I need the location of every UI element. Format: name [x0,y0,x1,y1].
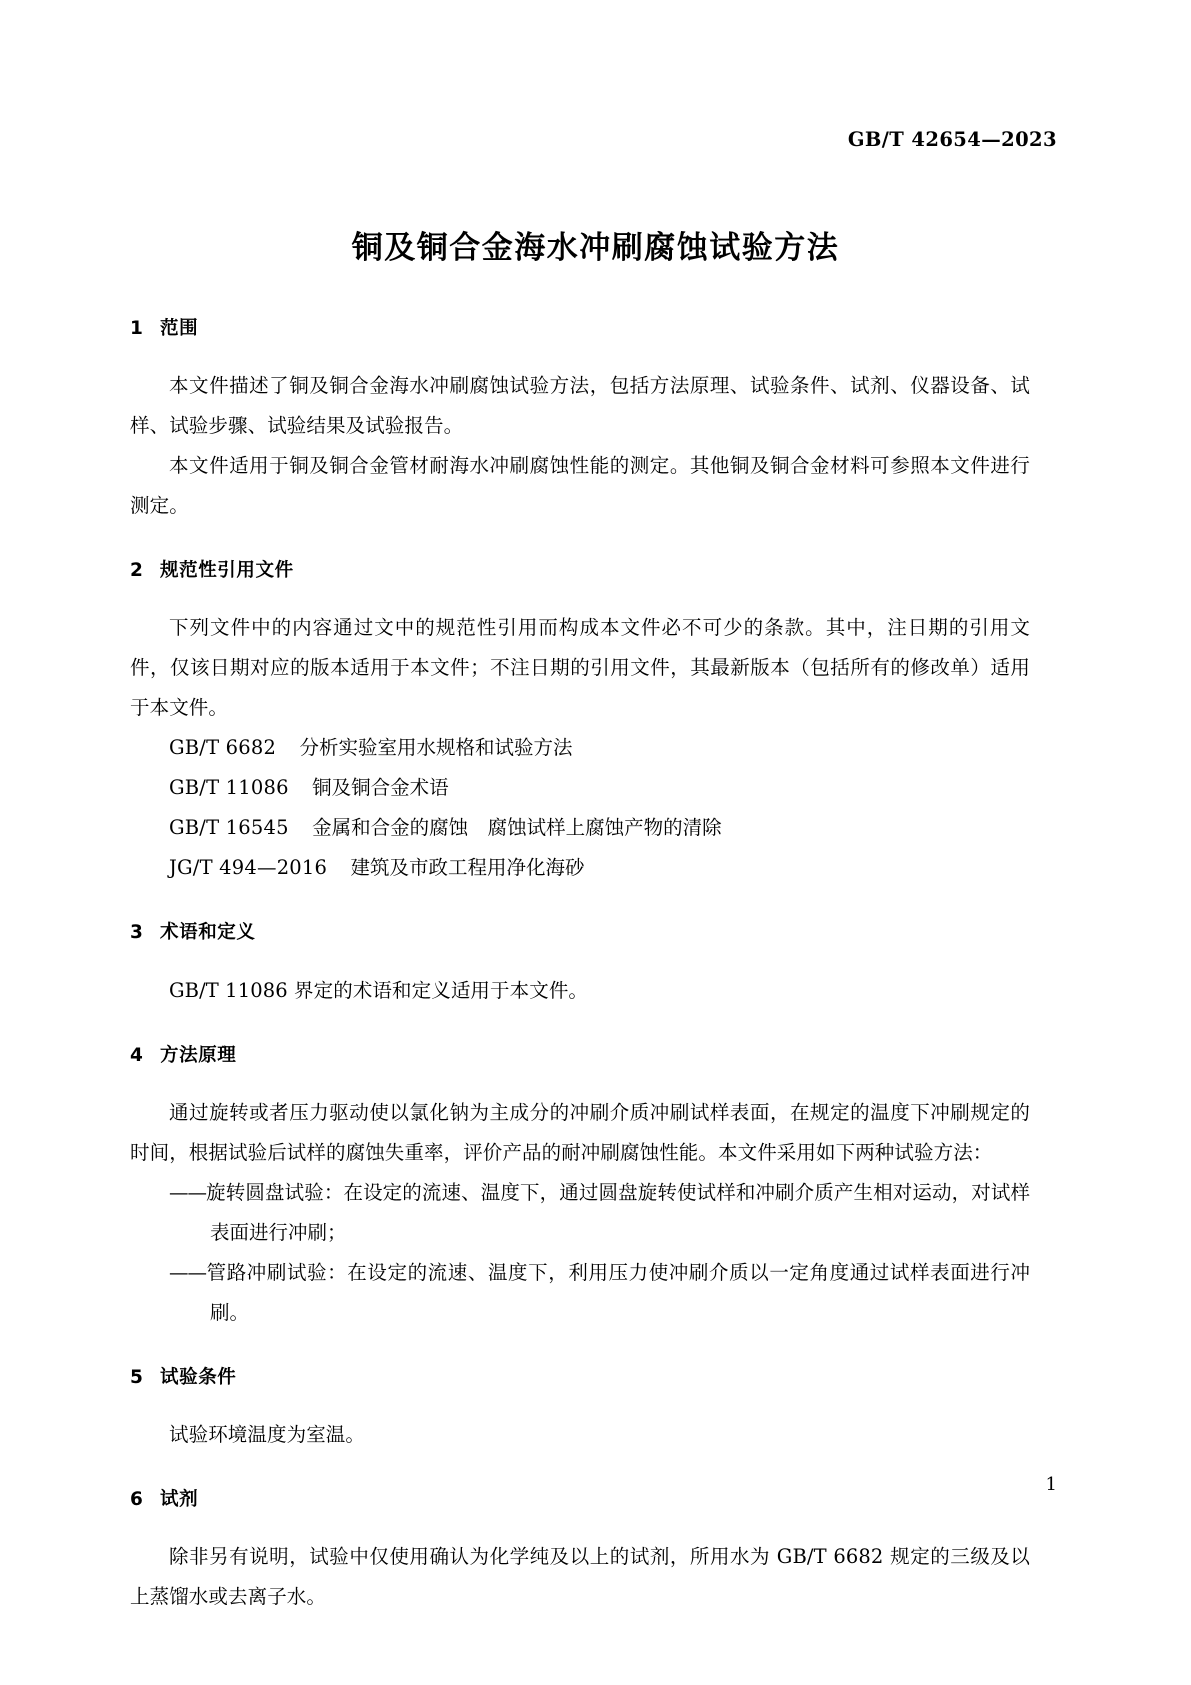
dash-item-text: 管路冲刷试验：在设定的流速、温度下，利用压力使冲刷介质以一定角度通过试样表面进行冲刷。 [206,1260,1030,1324]
spacer [130,888,1030,922]
dash-list-item [130,1173,1030,1253]
reference-title: 铜及铜合金术语 [312,776,449,800]
reference-title: 建筑及市政工程用净化海砂 [350,856,585,880]
reference-title: 金属和合金的腐蚀 腐蚀试样上腐蚀产物的清除 [312,816,722,840]
clause-number-2: 2 [130,560,144,582]
clause-4-paragraph-1: 通过旋转或者压力驱动使以氯化钠为主成分的冲刷介质冲刷试样表面，在规定的温度下冲刷规定的时间，根据试验后试样的腐蚀失重率，评价产品的耐冲刷腐蚀性能。本文件采用如下两种试验方法： [130,1100,1030,1164]
clause-heading-5 [130,1367,1030,1389]
clause-heading-6 [130,1489,1030,1511]
reference-code: GB/T 16545 [169,816,289,840]
clause-number-6: 6 [130,1488,144,1510]
clause-number-5: 5 [130,1366,144,1388]
clause-1-paragraph-2: 本文件适用于铜及铜合金管材耐海水冲刷腐蚀性能的测定。其他铜及铜合金材料可参照本文件进行测定。 [130,454,1030,518]
clause-5-paragraph-1: 试验环境温度为室温。 [169,1422,366,1446]
reference-code: JG/T 494—2016 [169,856,328,880]
normative-reference-list [130,728,1030,888]
document-body [130,318,1030,1617]
clause-title-1: 范围 [160,318,199,339]
dash-marker: —— [169,1180,206,1204]
clause-1-paragraph-1: 本文件描述了铜及铜合金海水冲刷腐蚀试验方法，包括方法原理、试验条件、试剂、仪器设备、试样、试验步骤、试验结果及试验报告。 [130,374,1030,438]
clause-heading-3 [130,922,1030,944]
clause-heading-2 [130,560,1030,582]
clause-heading-4 [130,1045,1030,1067]
spacer [130,1011,1030,1045]
dash-item-text: 旋转圆盘试验：在设定的流速、温度下，通过圆盘旋转使试样和冲刷介质产生相对运动，对试样表面进行冲刷； [206,1180,1030,1244]
spacer [130,582,1030,608]
spacer [130,1511,1030,1537]
clause-title-5: 试验条件 [160,1366,237,1388]
clause-title-3: 术语和定义 [160,922,256,944]
reference-code: GB/T 6682 [169,736,277,760]
dash-marker: —— [169,1260,206,1284]
clause-number-1: 1 [130,318,144,339]
spacer [130,1067,1030,1093]
clause-title-6: 试剂 [160,1488,199,1510]
clause-title-2: 规范性引用文件 [160,560,294,582]
clause-title-4: 方法原理 [160,1044,237,1066]
standard-number: GB/T 42654—2023 [847,128,1057,151]
spacer [130,1455,1030,1489]
spacer [130,526,1030,560]
reference-item [130,728,1030,768]
spacer [130,1389,1030,1415]
clause-heading-1 [130,318,1030,340]
reference-item [130,808,1030,848]
clause-4-dash-list [130,1173,1030,1333]
dash-list-item [130,1253,1030,1333]
clause-number-4: 4 [130,1044,144,1066]
spacer [130,1333,1030,1367]
spacer [130,945,1030,971]
spacer [130,340,1030,366]
reference-item [130,848,1030,888]
reference-title: 分析实验室用水规格和试验方法 [299,736,573,760]
clause-6-paragraph-1: 除非另有说明，试验中仅使用确认为化学纯及以上的试剂，所用水为 GB/T 6682 规定的三级及以上蒸馏水或去离子水。 [130,1545,1030,1609]
reference-code: GB/T 11086 [169,776,289,800]
clause-2-paragraph-1: 下列文件中的内容通过文中的规范性引用而构成本文件必不可少的条款。其中，注日期的引用文件，仅该日期对应的版本适用于本文件；不注日期的引用文件，其最新版本（包括所有的修改单）适用于本文件。 [130,616,1030,720]
page-number: 1 [1045,1474,1057,1495]
page-header [130,128,1057,151]
document-title: 铜及铜合金海水冲刷腐蚀试验方法 [351,230,840,266]
clause-number-3: 3 [130,922,144,944]
reference-item [130,768,1030,808]
clause-3-paragraph-1: GB/T 11086 界定的术语和定义适用于本文件。 [169,978,589,1002]
